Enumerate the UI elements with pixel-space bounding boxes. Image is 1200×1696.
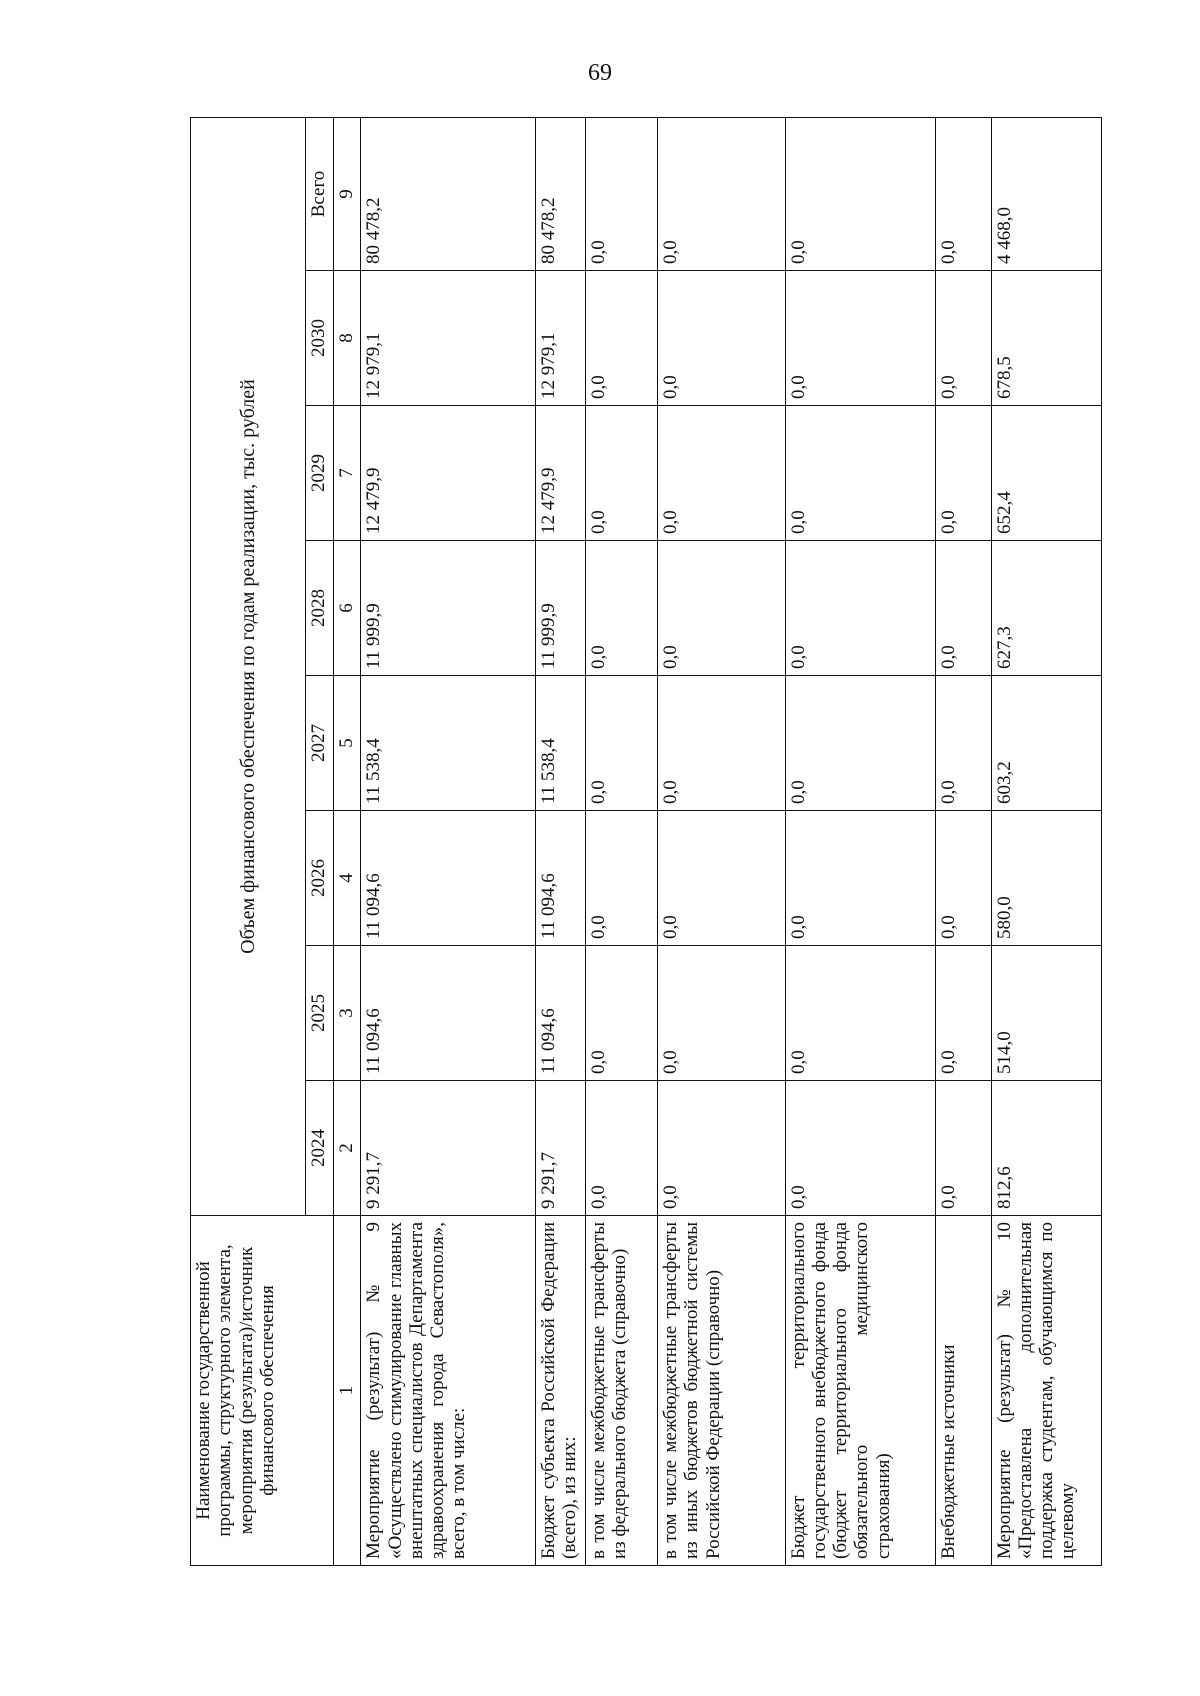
value-cell: 11 094,6 <box>361 946 535 1081</box>
row-name: Мероприятие (результат) № 10 «Предоставлена дополнительная поддержка студентам, обучающимся по целевому <box>991 1216 1102 1566</box>
rotated-table-wrapper <box>190 118 1102 1566</box>
value-cell: 0,0 <box>585 117 657 270</box>
value-cell: 0,0 <box>785 406 936 541</box>
value-cell: 11 094,6 <box>535 811 585 946</box>
column-number: 9 <box>333 117 361 270</box>
value-cell: 0,0 <box>785 271 936 406</box>
value-cell: 812,6 <box>991 1081 1102 1216</box>
value-cell: 0,0 <box>658 811 785 946</box>
value-cell: 0,0 <box>785 676 936 811</box>
page-number: 69 <box>588 60 612 86</box>
year-cell: 2026 <box>305 811 333 946</box>
row-name: в том числе межбюджетные трансферты из иных бюджетов бюджетной системы Российской Федерации (справочно) <box>658 1216 785 1566</box>
header-name-col: Наименование государственной программы, структурного элемента, мероприятия (результата)/источник финансового обеспечения <box>191 1216 334 1566</box>
value-cell: 0,0 <box>785 946 936 1081</box>
column-number: 4 <box>333 811 361 946</box>
value-cell: 12 479,9 <box>535 406 585 541</box>
value-cell: 0,0 <box>658 117 785 270</box>
value-cell: 0,0 <box>785 117 936 270</box>
year-cell: 2024 <box>305 1081 333 1216</box>
column-number-row <box>333 117 361 1565</box>
row-name: в том числе межбюджетные трансферты из федерального бюджета (справочно) <box>585 1216 657 1566</box>
value-cell: 0,0 <box>658 946 785 1081</box>
year-cell: 2025 <box>305 946 333 1081</box>
header-volume-col: Объем финансового обеспечения по годам реализации, тыс. рублей <box>191 117 306 1215</box>
value-cell: 11 094,6 <box>361 811 535 946</box>
value-cell: 627,3 <box>991 541 1102 676</box>
value-cell: 9 291,7 <box>361 1081 535 1216</box>
table-row <box>658 117 785 1565</box>
year-cell: Всего <box>305 117 333 270</box>
value-cell: 603,2 <box>991 676 1102 811</box>
value-cell: 0,0 <box>658 676 785 811</box>
table-row <box>785 117 936 1565</box>
year-cell: 2030 <box>305 271 333 406</box>
column-number: 7 <box>333 406 361 541</box>
value-cell: 580,0 <box>991 811 1102 946</box>
value-cell: 11 094,6 <box>535 946 585 1081</box>
value-cell: 11 538,4 <box>361 676 535 811</box>
column-number: 5 <box>333 676 361 811</box>
value-cell: 0,0 <box>936 676 991 811</box>
value-cell: 0,0 <box>785 541 936 676</box>
year-cell: 2029 <box>305 406 333 541</box>
value-cell: 652,4 <box>991 406 1102 541</box>
value-cell: 0,0 <box>585 1081 657 1216</box>
value-cell: 0,0 <box>585 811 657 946</box>
value-cell: 0,0 <box>585 676 657 811</box>
value-cell: 12 479,9 <box>361 406 535 541</box>
value-cell: 80 478,2 <box>361 117 535 270</box>
value-cell: 0,0 <box>585 271 657 406</box>
value-cell: 4 468,0 <box>991 117 1102 270</box>
value-cell: 0,0 <box>585 946 657 1081</box>
table-row <box>991 117 1102 1565</box>
row-name: Бюджет субъекта Российской Федерации (всего), из них: <box>535 1216 585 1566</box>
financing-table <box>190 117 1102 1566</box>
value-cell: 0,0 <box>785 1081 936 1216</box>
value-cell: 0,0 <box>585 406 657 541</box>
row-name: Бюджет территориального государственного внебюджетного фонда (бюджет территориального фонда обязательного медицинского страхования) <box>785 1216 936 1566</box>
value-cell: 678,5 <box>991 271 1102 406</box>
value-cell: 11 999,9 <box>361 541 535 676</box>
value-cell: 0,0 <box>936 117 991 270</box>
value-cell: 0,0 <box>936 811 991 946</box>
column-number: 1 <box>333 1216 361 1566</box>
value-cell: 0,0 <box>936 946 991 1081</box>
value-cell: 0,0 <box>936 541 991 676</box>
value-cell: 0,0 <box>658 271 785 406</box>
row-name: Мероприятие (результат) № 9 «Осуществлено стимулирование главных внештатных специалистов Департамента здравоохранения города Севастополя», всего, в том числе: <box>361 1216 535 1566</box>
value-cell: 0,0 <box>785 811 936 946</box>
column-number: 3 <box>333 946 361 1081</box>
value-cell: 9 291,7 <box>535 1081 585 1216</box>
table-row <box>535 117 585 1565</box>
table-row <box>361 117 535 1565</box>
value-cell: 0,0 <box>936 406 991 541</box>
value-cell: 12 979,1 <box>361 271 535 406</box>
value-cell: 0,0 <box>585 541 657 676</box>
table-row <box>936 117 991 1565</box>
value-cell: 11 999,9 <box>535 541 585 676</box>
table-row <box>585 117 657 1565</box>
year-cell: 2028 <box>305 541 333 676</box>
value-cell: 0,0 <box>658 406 785 541</box>
value-cell: 0,0 <box>658 1081 785 1216</box>
value-cell: 12 979,1 <box>535 271 585 406</box>
column-number: 8 <box>333 271 361 406</box>
year-cell: 2027 <box>305 676 333 811</box>
value-cell: 0,0 <box>936 271 991 406</box>
value-cell: 514,0 <box>991 946 1102 1081</box>
row-name: Внебюджетные источники <box>936 1216 991 1566</box>
header-row <box>191 117 306 1565</box>
column-number: 2 <box>333 1081 361 1216</box>
column-number: 6 <box>333 541 361 676</box>
value-cell: 0,0 <box>936 1081 991 1216</box>
value-cell: 80 478,2 <box>535 117 585 270</box>
value-cell: 11 538,4 <box>535 676 585 811</box>
value-cell: 0,0 <box>658 541 785 676</box>
